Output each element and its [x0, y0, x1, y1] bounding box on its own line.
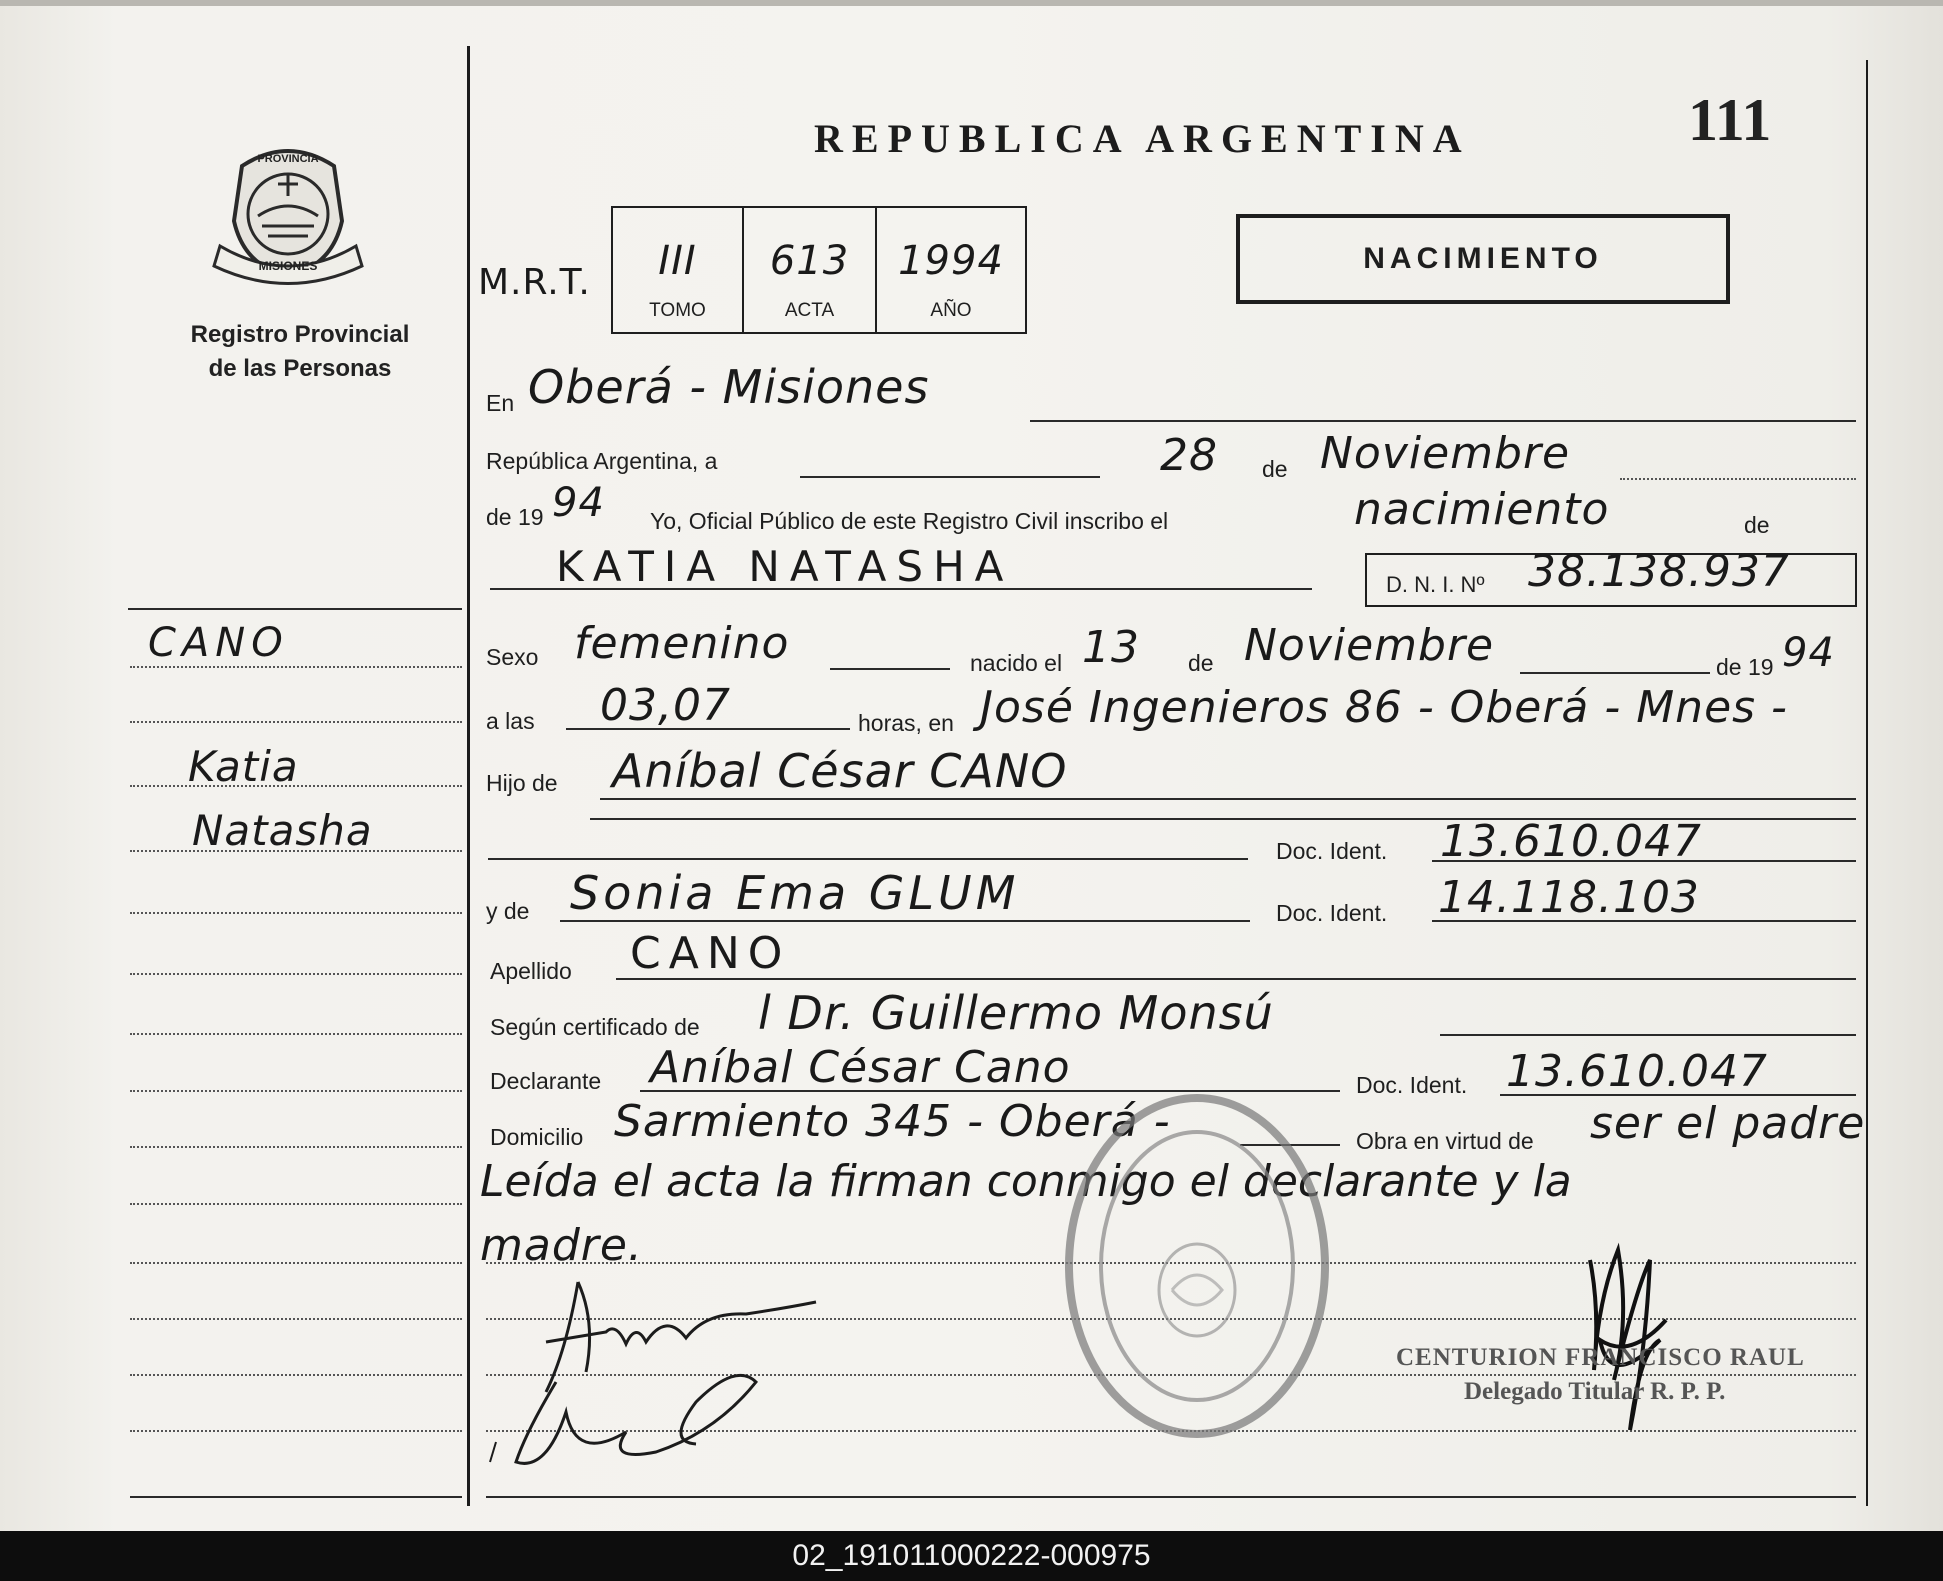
declarante-doc-label: Doc. Ident.: [1356, 1072, 1468, 1098]
official-name: CENTURION FRANCISCO RAUL: [1396, 1344, 1805, 1371]
birth-month-line: [1520, 672, 1710, 674]
province-seal-icon: [212, 136, 364, 286]
year-value: 94: [552, 480, 605, 526]
margin-dotted-line: [130, 1090, 462, 1092]
margin-dotted-line: [130, 912, 462, 914]
mrt-label: M.R.T.: [478, 262, 591, 303]
leida-line-1: Leída el acta la firman conmigo el declarante y la: [480, 1156, 1572, 1207]
birth-place-value: José Ingenieros 86 - Oberá - Mnes -: [980, 682, 1788, 733]
yde-label: y de: [486, 898, 530, 924]
margin-dotted-line: [130, 1318, 462, 1320]
margin-dotted-line: [130, 973, 462, 975]
de19-label-2: de 19: [1716, 654, 1774, 680]
segun-label: Según certificado de: [490, 1014, 700, 1040]
official-title: Delegado Titular R. P. P.: [1464, 1378, 1726, 1405]
margin-dotted-line: [130, 1430, 462, 1432]
tomo-value: III: [658, 238, 697, 284]
seal-top-text: PROVINCIA: [257, 153, 319, 165]
de-label-2: de: [1744, 512, 1770, 538]
anio-value: 1994: [898, 238, 1004, 284]
sexo-line: [830, 668, 950, 670]
acta-cell: [744, 208, 877, 332]
date-line: [800, 476, 1100, 478]
en-label: En: [486, 390, 515, 416]
anio-label: AÑO: [930, 300, 972, 321]
child-name-line: [490, 588, 1312, 590]
seal-bottom-text: MISIONES: [258, 259, 318, 273]
birth-month-value: Noviembre: [1244, 620, 1495, 671]
declarante-label: Declarante: [490, 1068, 602, 1094]
father-doc-underline: [1432, 860, 1856, 862]
place-line: [1030, 420, 1856, 422]
margin-given-name-2: Natasha: [192, 806, 373, 855]
margin-rule: [128, 608, 462, 610]
mother-line: [560, 920, 1250, 922]
margin-dotted-line: [130, 1203, 462, 1205]
horas-label: horas, en: [858, 710, 954, 736]
mother-doc-underline: [1432, 920, 1856, 922]
mother-doc-value: 14.118.103: [1438, 872, 1700, 923]
hour-value: 03,07: [600, 680, 731, 731]
dni-label: D. N. I. Nº: [1386, 572, 1485, 597]
de-label-1: de: [1262, 456, 1288, 482]
leida-line-2: madre.: [480, 1220, 643, 1271]
official-statement: Yo, Oficial Público de este Registro Civil inscribo el: [650, 508, 1169, 534]
event-value: nacimiento: [1354, 484, 1610, 535]
page-number: 111: [1688, 87, 1772, 153]
record-type-label: NACIMIENTO: [1363, 242, 1603, 275]
registry-line-2: de las Personas: [208, 355, 392, 382]
father-doc-line: [488, 858, 1248, 860]
top-border: [0, 0, 1943, 6]
margin-dotted-line: [130, 1146, 462, 1148]
margin-given-name-1: Katia: [188, 742, 299, 791]
nacido-label: nacido el: [970, 650, 1063, 676]
tomo-cell: [613, 208, 744, 332]
domicilio-label: Domicilio: [490, 1124, 584, 1150]
bottom-rule: [486, 1496, 1856, 1498]
mother-value: Sonia Ema GLUM: [570, 866, 1020, 920]
declarant-signature-icon: [486, 1262, 826, 1482]
domicilio-value: Sarmiento 345 - Oberá -: [614, 1096, 1171, 1147]
apellido-label: Apellido: [490, 958, 572, 984]
mrt-table: [611, 206, 1027, 334]
father-doc-label: Doc. Ident.: [1276, 838, 1388, 864]
hour-line: [566, 728, 850, 730]
place-value: Oberá - Misiones: [528, 360, 930, 414]
registry-name: [150, 318, 450, 386]
birth-year-value: 94: [1782, 630, 1835, 676]
apellido-line: [616, 978, 1856, 980]
right-border: [1866, 60, 1868, 1506]
certificado-value: l Dr. Guillermo Monsú: [758, 986, 1274, 1040]
hijo-label: Hijo de: [486, 770, 558, 796]
record-type-box: [1236, 214, 1730, 304]
declarante-doc-underline: [1500, 1094, 1856, 1096]
official-stamp-icon: [1062, 1090, 1332, 1442]
alas-label: a las: [486, 708, 535, 734]
de19-label-1: de 19: [486, 504, 544, 530]
margin-dotted-line: [130, 1374, 462, 1376]
acta-label: ACTA: [784, 300, 835, 321]
father-line: [600, 798, 1856, 800]
child-name-value: KATIA NATASHA: [556, 542, 1014, 591]
sexo-value: femenino: [574, 618, 790, 669]
page-title: REPUBLICA ARGENTINA: [814, 116, 1471, 161]
month-line: [1620, 478, 1856, 480]
margin-dotted-line: [130, 1033, 462, 1035]
declarante-value: Aníbal César Cano: [650, 1042, 1071, 1093]
sexo-label: Sexo: [486, 644, 539, 670]
margin-surname: CANO: [148, 620, 289, 666]
month-value: Noviembre: [1320, 428, 1571, 479]
registry-line-1: Registro Provincial: [190, 321, 410, 348]
father-doc-value: 13.610.047: [1440, 816, 1702, 867]
apellido-value: CANO: [630, 928, 791, 979]
republica-label: República Argentina, a: [486, 448, 718, 474]
de-label-3: de: [1188, 650, 1214, 676]
day-value: 28: [1160, 430, 1218, 481]
dni-value: 38.138.937: [1528, 546, 1790, 597]
acta-value: 613: [769, 238, 850, 284]
tomo-label: TOMO: [649, 300, 706, 321]
official-signature-icon: [1570, 1230, 1680, 1450]
certificado-line: [1440, 1034, 1856, 1036]
margin-bottom-rule: [130, 1496, 462, 1498]
margin-dotted-line: [130, 721, 462, 723]
margin-dotted-line: [130, 666, 462, 668]
birth-day-value: 13: [1082, 622, 1140, 673]
obra-label: Obra en virtud de: [1356, 1128, 1534, 1154]
obra-value: ser el padre: [1590, 1098, 1866, 1149]
anio-cell: [877, 208, 1025, 332]
declarante-doc-value: 13.610.047: [1506, 1046, 1768, 1097]
mother-doc-label: Doc. Ident.: [1276, 900, 1388, 926]
father-value: Aníbal César CANO: [612, 744, 1068, 798]
footer-id: 02_191011000222-000975: [0, 1531, 1943, 1581]
margin-dotted-line: [130, 1262, 462, 1264]
margin-divider: [467, 46, 470, 1506]
